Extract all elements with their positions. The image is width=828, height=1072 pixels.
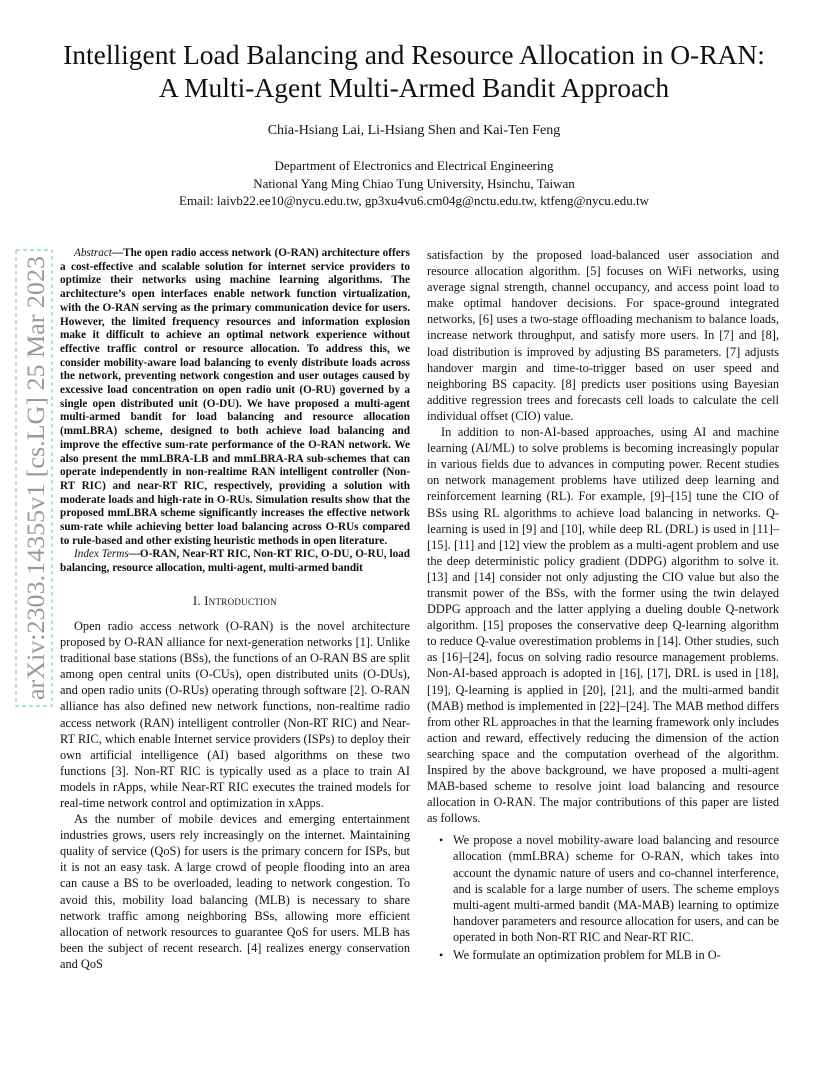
contribution-text: We formulate an optimization problem for MLB in O- [453,948,721,963]
arxiv-stamp-label: arXiv:2303.14355v1 [cs.LG] 25 Mar 2023 [21,265,50,700]
contribution-text: We propose a novel mobility-aware load balancing and resource allocation (mmLBRA) scheme for O-RAN, which takes into account the dynamic nature of users and co-channel interference, and is scalable for a large number of users. The scheme employs multi-agent multi-armed bandit (MA-MAB) learning to optimize handover parameters and resource allocation for users, and can be operated in both Non-RT RIC and Near-RT RIC. [453,833,779,944]
paper-title [40,38,788,104]
bullet-icon: • [439,948,444,963]
title-line-2: A Multi-Agent Multi-Armed Bandit Approach [158,72,670,103]
right-column [427,247,779,965]
section-heading-introduction: I. Introduction [193,593,277,608]
arxiv-stamp-graphic [14,248,54,708]
left-column [60,247,410,972]
intro-paragraph-1: Open radio access network (O-RAN) is the novel architecture proposed by O-RAN alliance for next-generation networks [1]. Unlike traditional base stations (BSs), the functions of an O-RAN BS are split among open central units (O-CUs), open distributed units (O-DUs), and open radio units (O-RUs) operating through software [2]. O-RAN alliance has also defined new network functions, non-realtime radio access network (RAN) intelligent controller (Non-RT RIC) and Near-RT RIC, which enable Internet service providers (ISPs) to deploy their own artificial intelligence (AI) based algorithms on these two functions [3]. Non-RT RIC is typically used as a place to train AI models in rApps, while Near-RT RIC executes the trained models for real-time network control and optimization in xApps. [60,618,410,810]
affiliation-block [0,157,828,210]
affiliation-department: Department of Electronics and Electrical Engineering [274,158,554,173]
author-emails: Email: laivb22.ee10@nycu.edu.tw, gp3xu4vu6.cm04g@nctu.edu.tw, ktfeng@nycu.edu.tw [179,193,649,208]
affiliation-university: National Yang Ming Chiao Tung University, Hsinchu, Taiwan [253,175,575,191]
abstract [60,247,410,548]
index-terms [60,548,410,575]
index-terms-lead: Index Terms [74,548,129,561]
contribution-item [427,832,779,945]
contributions-list [427,832,779,963]
author-list: Chia-Hsiang Lai, Li-Hsiang Shen and Kai-Ten Feng [267,123,561,138]
arxiv-stamp [14,248,54,708]
abstract-lead: Abstract [74,247,112,259]
index-terms-body: —O-RAN, Near-RT RIC, Non-RT RIC, O-DU, O-RU, load balancing, resource allocation, multi-agent, multi-armed bandit [60,548,410,575]
intro-paragraph-3: In addition to non-AI-based approaches, using AI and machine learning (AI/ML) to solve problems is becoming increasingly popular in various fields due to advances in computing power. Recent studies on network management problems have utilized deep learning and reinforcement learning (RL). For example, [9]–[15] tune the CIO of BSs using RL algorithms to achieve load balancing in networks. Q-learning is used in [9] and [10], while deep RL (DRL) is used in [11]–[15]. [11] and [12] view the problem as a multi-agent problem and use the deep deterministic policy gradient (DDPG) algorithm to solve it. [13] and [14] consider not only adjusting the CIO value but also the transmit power of the BSs, with the former using the twin delayed DDPG approach and the latter applying a dueling double Q-network algorithm. [15] proposes the conservative deep Q-learning algorithm to reduce Q-value overestimation problems in [14]. Other studies, such as [16]–[24], focus on solving radio resource management problems. Non-AI-based approach is adopted in [16], [17], DRL is used in [18], [19], Q-learning is applied in [20], [21], and the multi-armed bandit (MAB) method is implemented in [22]–[24]. The MAB method differs from other RL approaches in that the learning framework only includes action and reward, effectively reducing the dimension of the action searching space and the computation overhead of the algorithm. Inspired by the above background, we have proposed a multi-agent MAB-based scheme to resolve joint load balancing and resource allocation in O-RAN. The major contributions of this paper are listed as follows. [427,425,779,826]
title-line-1: Intelligent Load Balancing and Resource Allocation in O-RAN: [63,39,765,70]
intro-paragraph-2-continued: satisfaction by the proposed load-balanced user association and resource allocation algorithm. [5] focuses on WiFi networks, using average signal strength, channel occupancy, and access point load to make optimal handover decisions. For space-ground integrated networks, [6] uses a two-stage offloading mechanism to balance loads, increase network throughput, and satisfy more users. In [7] and [8], load distribution is improved by adjusting BS parameters. [7] adjusts handover margin and time-to-trigger based on user speed and neighboring BS capacity. [8] predicts user positions using Bayesian additive regression trees and forecasts cell loads to calculate the cell individual offset (CIO) value. [427,248,779,423]
abstract-body: —The open radio access network (O-RAN) architecture offers a cost-effective and scalable solution for internet service providers to optimize their networks using machine learning algorithms. The architecture’s open interfaces enable network function virtualization, with the O-RAN serving as the primary communication device for users. However, the limited frequency resources and information explosion make it difficult to achieve an optimal network experience without effective traffic control or resource allocation. To address this, we consider mobility-aware load balancing to evenly distribute loads across the network, preventing network congestion and user outages caused by excessive load concentration on open radio unit (O-RU) governed by a single open distributed unit (O-DU). We have proposed a multi-agent multi-armed bandit for load balancing and resource allocation (mmLBRA) scheme, designed to both achieve load balancing and improve the effective sum-rate performance of the O-RAN network. We also present the mmLBRA-LB and mmLBRA-RA sub-schemes that can operate independently in non-realtime RAN intelligent controller (Non-RT RIC) and near-RT RIC, respectively, providing a solution with moderate loads and high-rate in O-RUs. Simulation results show that the proposed mmLBRA scheme significantly increases the effective network sum-rate while achieving better load balancing across O-RUs compared to rule-based and other existing heuristic methods in open literature. [60,247,410,547]
bullet-icon: • [439,833,444,848]
contribution-item [427,947,779,963]
intro-paragraph-2: As the number of mobile devices and emerging entertainment industries grows, users rely increasingly on the internet. Maintaining quality of service (QoS) for users is the primary concern for ISPs, but it is not an easy task. A large crowd of people flooding into an area can cause a BS to be overloaded, leading to network congestion. To avoid this, mobility load balancing (MLB) is necessary to share network traffic among neighboring BSs, allowing more efficient allocation of network resources to guarantee QoS for users. MLB has been the subject of recent research. [4] realizes energy conservation and QoS [60,812,410,971]
